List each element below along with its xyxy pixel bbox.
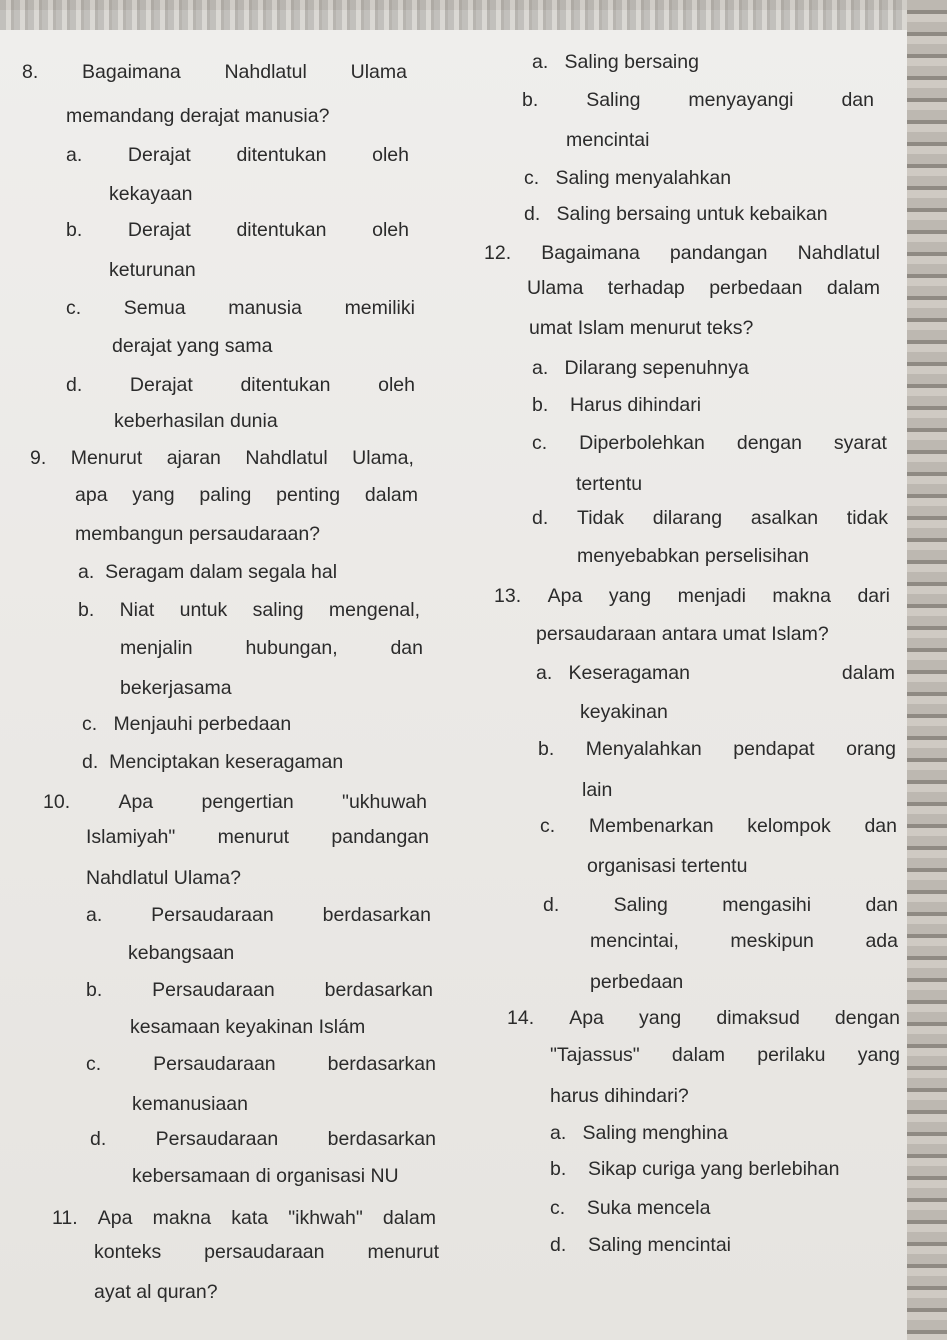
option-label: d.	[90, 1128, 107, 1150]
option-word: dan	[390, 637, 423, 659]
q10-option-c[interactable]	[86, 1052, 436, 1076]
option-word: Persaudaraan	[151, 904, 274, 926]
q13-number: 13.	[494, 585, 522, 607]
option-label: b.	[550, 1158, 567, 1180]
q9-word: Nahdlatul	[245, 447, 328, 469]
q12-word: terhadap	[607, 277, 685, 299]
q14-word: dengan	[834, 1007, 900, 1029]
option-word: Semua	[123, 297, 186, 319]
q12-option-a[interactable]	[532, 356, 749, 380]
option-label: b.	[532, 394, 549, 416]
option-word: mengasihi	[722, 894, 812, 916]
q13-option-c-line2: organisasi tertentu	[587, 855, 748, 877]
option-label: b.	[86, 979, 103, 1001]
q10-word: menurut	[217, 826, 290, 848]
option-label: a.	[86, 904, 103, 926]
q10-number: 10.	[43, 791, 71, 813]
option-word: dalam	[841, 662, 895, 684]
q9-word: dalam	[364, 484, 418, 506]
q10-word: "ukhuwah	[342, 791, 427, 813]
option-label: c.	[532, 432, 548, 454]
q11-word: konteks	[94, 1241, 162, 1263]
q12-word: Nahdlatul	[797, 242, 880, 264]
q9-stem-line2	[75, 483, 418, 507]
option-label: a.	[550, 1122, 567, 1144]
q8-option-c-line2: derajat yang sama	[112, 335, 273, 357]
q14-option-d[interactable]	[550, 1233, 731, 1257]
q11-word: dalam	[382, 1207, 436, 1229]
q8-word: Bagaimana	[82, 61, 181, 83]
q9-option-d[interactable]	[82, 750, 343, 774]
option-word: Niat	[119, 599, 155, 621]
option-word: Membenarkan	[588, 815, 714, 837]
q13-option-a-line2: keyakinan	[580, 701, 668, 723]
q8-option-b[interactable]	[66, 218, 409, 242]
page-binding	[907, 0, 947, 1340]
q12-word: Ulama	[527, 277, 584, 299]
q10-option-b-line2: kesamaan keyakinan Islám	[130, 1016, 366, 1038]
q11-word: kata	[231, 1207, 269, 1229]
q10-option-a[interactable]	[86, 903, 431, 927]
q14-word: dimaksud	[716, 1007, 800, 1029]
q12-option-d-line2: menyebabkan perselisihan	[577, 545, 809, 567]
q8-stem-line1	[22, 60, 407, 84]
q9-option-b[interactable]	[78, 598, 420, 622]
option-word: memiliki	[344, 297, 415, 319]
q12-option-d[interactable]	[532, 506, 888, 530]
option-text: Dilarang sepenuhnya	[564, 357, 749, 379]
option-word: manusia	[228, 297, 302, 319]
option-word: mengenal,	[328, 599, 420, 621]
q13-word: menjadi	[677, 585, 746, 607]
q10-option-d-line2: kebersamaan di organisasi NU	[132, 1165, 399, 1187]
q9-word: Menurut	[70, 447, 143, 469]
q14-option-b[interactable]	[550, 1157, 839, 1181]
q10-stem-line1	[43, 790, 427, 814]
option-label: d.	[543, 894, 560, 916]
option-label: a.	[66, 144, 83, 166]
option-text: Saling bersaing untuk kebaikan	[556, 203, 828, 225]
q12-word: perbedaan	[709, 277, 803, 299]
q9-word: penting	[276, 484, 341, 506]
q14-word: yang	[857, 1044, 900, 1066]
q14-word: Apa	[569, 1007, 604, 1029]
q9-stem-line1	[30, 446, 414, 470]
q12-word: pandangan	[669, 242, 768, 264]
option-label: d.	[550, 1234, 567, 1256]
option-word: dan	[864, 815, 897, 837]
torn-edge	[0, 0, 947, 30]
option-label: a.	[532, 357, 549, 379]
option-label: b.	[78, 599, 95, 621]
q12-stem-line2	[527, 276, 880, 300]
option-word: untuk	[179, 599, 228, 621]
option-text: Saling bersaing	[564, 51, 699, 73]
q12-word: dalam	[826, 277, 880, 299]
option-word: menyayangi	[688, 89, 794, 111]
q10-option-d[interactable]	[90, 1127, 436, 1151]
option-word: pendapat	[733, 738, 815, 760]
q13-option-a[interactable]	[536, 661, 895, 685]
q10-option-b[interactable]	[86, 978, 433, 1002]
option-label: c.	[86, 1053, 102, 1075]
option-word: Derajat	[127, 219, 191, 241]
q13-word: yang	[608, 585, 652, 607]
option-word: Tidak	[577, 507, 624, 529]
q11-word: menurut	[367, 1241, 439, 1263]
q8-stem-line2: memandang derajat manusia?	[66, 105, 330, 127]
option-label: c.	[66, 297, 82, 319]
option-word: tidak	[846, 507, 888, 529]
q9-word: ajaran	[166, 447, 221, 469]
q11-option-b[interactable]	[522, 88, 874, 112]
q13-word: Apa	[547, 585, 583, 607]
q9-option-c[interactable]	[82, 712, 291, 736]
option-word: berdasarkan	[324, 979, 433, 1001]
option-word: syarat	[833, 432, 887, 454]
option-text: Suka mencela	[586, 1197, 711, 1219]
q14-word: "Tajassus"	[550, 1044, 640, 1066]
option-word: saling	[252, 599, 304, 621]
option-label: b.	[66, 219, 83, 241]
q13-stem-line1	[494, 584, 890, 608]
q13-option-b[interactable]	[538, 737, 896, 761]
option-text: Menciptakan keseragaman	[109, 751, 344, 773]
q12-stem-line1	[484, 241, 880, 265]
option-text: Saling menyalahkan	[555, 167, 732, 189]
q12-option-c-line2: tertentu	[576, 473, 643, 495]
q9-option-b-line2	[120, 636, 423, 660]
option-word: Derajat	[127, 144, 191, 166]
option-word: dilarang	[652, 507, 723, 529]
q12-option-b[interactable]	[532, 393, 701, 417]
q13-option-b-line2: lain	[582, 779, 613, 801]
q10-stem-line3: Nahdlatul Ulama?	[86, 867, 242, 889]
option-text: Sikap curiga yang berlebihan	[587, 1158, 840, 1180]
q14-option-a[interactable]	[550, 1121, 728, 1145]
q13-option-d-line3: perbedaan	[590, 971, 684, 993]
option-word: oleh	[372, 144, 409, 166]
option-label: c.	[82, 713, 98, 735]
option-text: Saling mencintai	[587, 1234, 732, 1256]
option-word: berdasarkan	[327, 1053, 436, 1075]
q11-option-c[interactable]	[524, 166, 731, 190]
q12-number: 12.	[484, 242, 512, 264]
option-word: oleh	[378, 374, 415, 396]
q14-number: 14.	[507, 1007, 535, 1029]
option-word: hubungan,	[245, 637, 338, 659]
option-label: c.	[540, 815, 556, 837]
option-text: Harus dihindari	[569, 394, 702, 416]
q11-word: "ikhwah"	[288, 1207, 363, 1229]
q10-stem-line2	[86, 825, 429, 849]
q11-option-d[interactable]	[524, 202, 828, 226]
option-label: d.	[66, 374, 83, 396]
option-label: a.	[78, 561, 95, 583]
option-word: Keseragaman	[568, 662, 690, 684]
q11-word: makna	[152, 1207, 212, 1229]
q8-option-a-line2: kekayaan	[109, 183, 193, 205]
q14-word: yang	[638, 1007, 682, 1029]
option-word: berdasarkan	[327, 1128, 436, 1150]
option-label: c.	[550, 1197, 566, 1219]
q10-option-c-line2: kemanusiaan	[132, 1093, 248, 1115]
option-word: berdasarkan	[322, 904, 431, 926]
q10-option-a-line2: kebangsaan	[128, 942, 235, 964]
q8-option-d-line2: keberhasilan dunia	[114, 410, 278, 432]
q11-option-b-line2: mencintai	[566, 129, 650, 151]
q10-word: Apa	[118, 791, 154, 813]
q11-word: Apa	[97, 1207, 133, 1229]
option-word: ditentukan	[236, 219, 327, 241]
option-word: ditentukan	[240, 374, 331, 396]
q11-stem-line1	[52, 1206, 436, 1230]
q13-stem-line2: persaudaraan antara umat Islam?	[536, 623, 829, 645]
option-word: Saling	[613, 894, 668, 916]
option-text: Seragam dalam segala hal	[105, 561, 338, 583]
q9-number: 9.	[30, 447, 47, 469]
option-word: dan	[865, 894, 898, 916]
q8-option-d[interactable]	[66, 373, 415, 397]
option-label: d.	[82, 751, 99, 773]
option-word: Derajat	[129, 374, 193, 396]
option-word: Persaudaraan	[152, 979, 275, 1001]
option-word: mencintai,	[590, 930, 679, 952]
q12-word: Bagaimana	[541, 242, 640, 264]
option-label: a.	[536, 662, 553, 684]
q8-word: Nahdlatul	[224, 61, 307, 83]
option-word: ditentukan	[236, 144, 327, 166]
q11-stem-line3: ayat al quran?	[94, 1281, 218, 1303]
option-word: Persaudaraan	[155, 1128, 279, 1150]
option-label: d.	[524, 203, 541, 225]
option-word: Saling	[586, 89, 641, 111]
option-word: Diperbolehkan	[579, 432, 705, 454]
option-label: b.	[522, 89, 539, 111]
q9-word: apa	[75, 484, 108, 506]
q12-option-c[interactable]	[532, 431, 887, 455]
option-label: a.	[532, 51, 549, 73]
option-label: d.	[532, 507, 549, 529]
option-word: oleh	[372, 219, 409, 241]
option-word: ada	[865, 930, 898, 952]
q9-option-b-line3: bekerjasama	[120, 677, 232, 699]
q9-word: paling	[199, 484, 252, 506]
q9-option-a[interactable]	[78, 560, 337, 584]
q11-option-a[interactable]	[532, 50, 699, 74]
q14-stem-line2	[550, 1043, 900, 1067]
option-word: dan	[841, 89, 874, 111]
q8-option-c[interactable]	[66, 296, 415, 320]
q14-option-c[interactable]	[550, 1196, 710, 1220]
q9-word: Ulama,	[352, 447, 414, 469]
option-text: Menjauhi perbedaan	[113, 713, 292, 735]
q14-stem-line3: harus dihindari?	[550, 1085, 689, 1107]
q9-stem-line3: membangun persaudaraan?	[75, 523, 321, 545]
option-word: dengan	[736, 432, 802, 454]
q11-number: 11.	[52, 1207, 78, 1229]
option-word: meskipun	[730, 930, 814, 952]
q12-stem-line3: umat Islam menurut teks?	[529, 317, 754, 339]
q11-stem-line2	[94, 1240, 439, 1264]
q11-word: persaudaraan	[204, 1241, 325, 1263]
option-word: kelompok	[747, 815, 831, 837]
q13-word: makna	[772, 585, 831, 607]
option-word: Menyalahkan	[585, 738, 702, 760]
q8-option-a[interactable]	[66, 143, 409, 167]
q13-option-d[interactable]	[543, 893, 898, 917]
option-word: Persaudaraan	[153, 1053, 276, 1075]
q8-word: Ulama	[350, 61, 407, 83]
q14-stem-line1	[507, 1006, 900, 1030]
option-word: asalkan	[750, 507, 819, 529]
q13-option-d-line2	[590, 929, 898, 953]
q9-word: yang	[132, 484, 175, 506]
q10-word: Islamiyah"	[86, 826, 176, 848]
q13-word: dari	[857, 585, 890, 607]
q8-number: 8.	[22, 61, 39, 83]
option-word: orang	[846, 738, 896, 760]
option-text: Saling menghina	[582, 1122, 728, 1144]
option-word: menjalin	[120, 637, 193, 659]
option-label: c.	[524, 167, 540, 189]
q8-option-b-line2: keturunan	[109, 259, 196, 281]
q13-option-c[interactable]	[540, 814, 897, 838]
q14-word: dalam	[671, 1044, 726, 1066]
q10-word: pandangan	[331, 826, 429, 848]
option-label: b.	[538, 738, 555, 760]
q14-word: perilaku	[757, 1044, 826, 1066]
q10-word: pengertian	[201, 791, 294, 813]
